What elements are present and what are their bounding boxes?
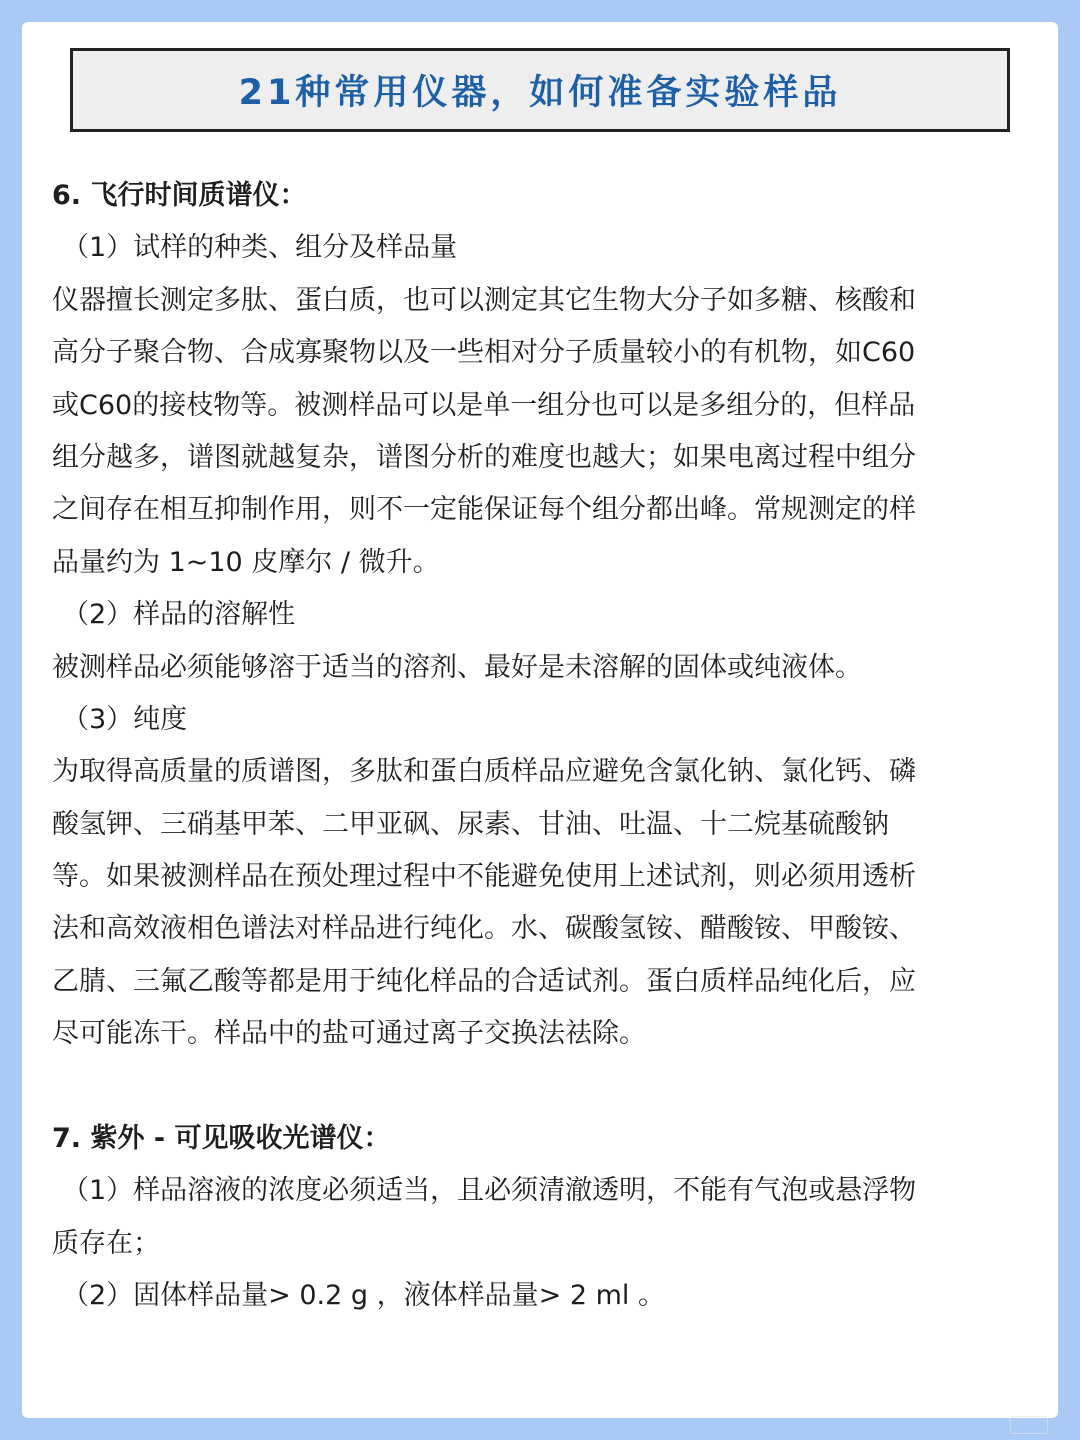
page-title: 21种常用仪器，如何准备实验样品 [238,73,842,113]
section-7-sub1-continuation: 质存在； [52,1227,160,1259]
paragraph-line: 高分子聚合物、合成寡聚物以及一些相对分子质量较小的有机物，如C60 [52,337,916,369]
section-7-heading: 7. 紫外 - 可见吸收光谱仪： [52,1123,391,1155]
watermark-corner [1010,1416,1048,1434]
section-7-sub2-line: （2）固体样品量> 0.2 g ，液体样品量> 2 ml 。 [62,1280,665,1312]
paragraph-line: 被测样品必须能够溶于适当的溶剂、最好是未溶解的固体或纯液体。 [52,651,862,683]
paragraph-line: 或C60的接枝物等。被测样品可以是单一组分也可以是多组分的，但样品 [52,389,916,421]
spacer [52,1061,1042,1113]
section-6-sub2-title: （2）样品的溶解性 [62,599,296,631]
paragraph-line: 尽可能冻干。样品中的盐可通过离子交换法祛除。 [52,1018,646,1050]
paragraph-line: 之间存在相互抑制作用，则不一定能保证每个组分都出峰。常规测定的样 [52,494,916,526]
paragraph-line: 为取得高质量的质谱图，多肽和蛋白质样品应避免含氯化钠、氯化钙、磷 [52,756,916,788]
article-body [52,170,1042,1323]
section-6-sub3-title: （3）纯度 [62,703,188,735]
title-banner [70,48,1010,132]
section-7-sub1-line: （1）样品溶液的浓度必须适当，且必须清澈透明，不能有气泡或悬浮物 [62,1175,917,1207]
paragraph-line: 品量约为 1~10 皮摩尔 / 微升。 [52,546,440,578]
content-card [22,22,1058,1418]
section-6-sub1-title: （1）试样的种类、组分及样品量 [62,232,458,264]
paragraph-line: 酸氢钾、三硝基甲苯、二甲亚砜、尿素、甘油、吐温、十二烷基硫酸钠 [52,808,889,840]
paragraph-line: 乙腈、三氟乙酸等都是用于纯化样品的合适试剂。蛋白质样品纯化后，应 [52,965,916,997]
paragraph-line: 仪器擅长测定多肽、蛋白质，也可以测定其它生物大分子如多糖、核酸和 [52,284,916,316]
paragraph-line: 组分越多，谱图就越复杂，谱图分析的难度也越大；如果电离过程中组分 [52,441,916,473]
section-6-heading: 6. 飞行时间质谱仪： [52,180,307,211]
paragraph-line: 法和高效液相色谱法对样品进行纯化。水、碳酸氢铵、醋酸铵、甲酸铵、 [52,913,916,945]
paragraph-line: 等。如果被测样品在预处理过程中不能避免使用上述试剂，则必须用透析 [52,861,916,893]
